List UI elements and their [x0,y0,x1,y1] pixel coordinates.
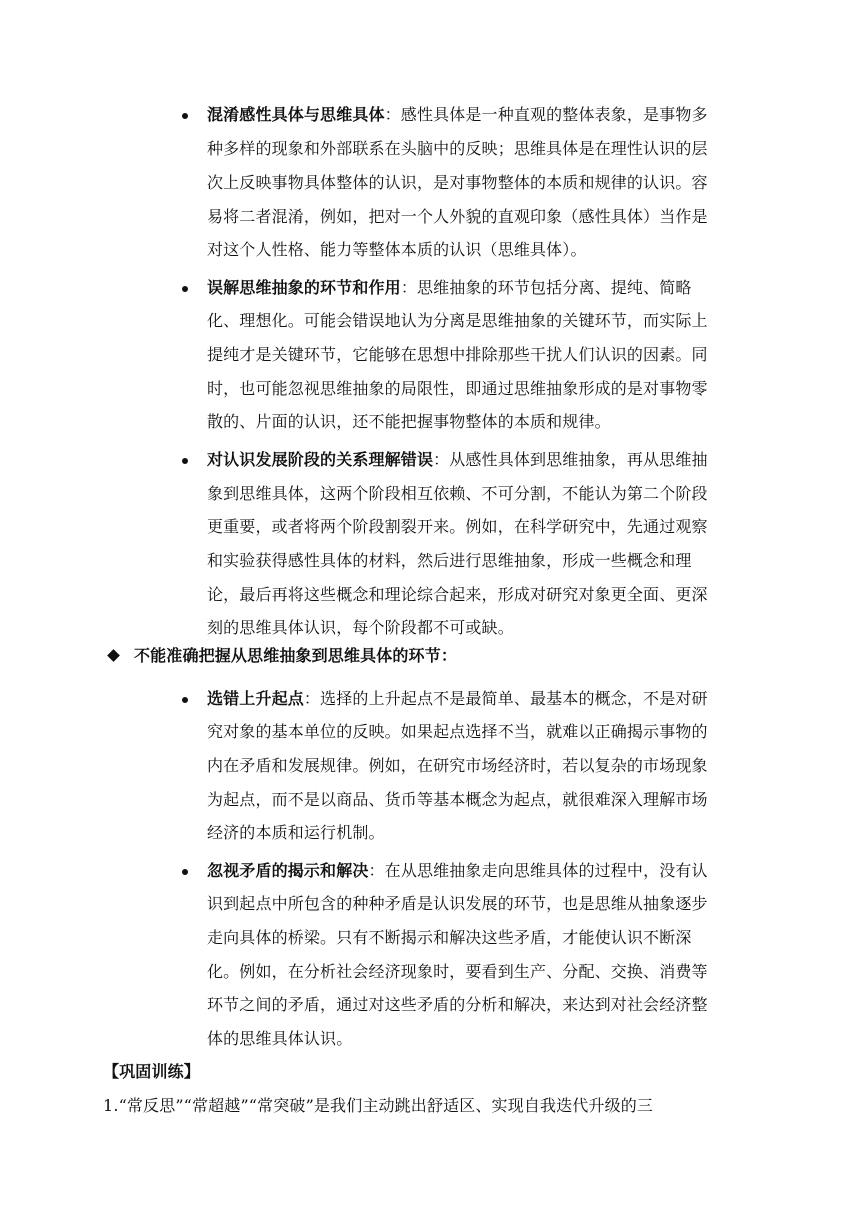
bullet-icon [182,869,188,875]
text-line: 次上反映事物具体整体的认识，是对事物整体的本质和规律的认识。容 [207,173,708,192]
text-line: 更重要，或者将两个阶段割裂开来。例如，在科学研究中，先通过观察 [207,517,708,536]
bullet-icon [182,458,188,464]
text-line [207,278,692,298]
bullet-text: ：从感性具体到思维抽象，再从思维抽 [433,450,708,469]
text-line: 提纯才是关键环节，它能够在思想中排除那些干扰人们认识的因素。同 [207,345,708,364]
text-line: 体的思维具体认识。 [207,1029,353,1048]
bullet-term: 选错上升起点 [207,689,304,708]
text-line [207,105,708,125]
text-line: 时，也可能忽视思维抽象的局限性，即通过思维抽象形成的是对事物零 [207,379,708,398]
text-line: 散的、片面的认识，还不能把握事物整体的本质和规律。 [207,412,611,431]
bullet-term: 忽视矛盾的揭示和解决 [207,861,369,880]
text-line [207,689,708,709]
text-line: 化、理想化。可能会错误地认为分离是思维抽象的关键环节，而实际上 [207,311,708,330]
bullet-term: 对认识发展阶段的关系理解错误 [207,450,434,469]
practice-heading: 【巩固训练】 [103,1062,200,1081]
text-line: 象到思维具体，这两个阶段相互依赖、不可分割，不能认为第二个阶段 [207,484,708,503]
text-line: 究对象的基本单位的反映。如果起点选择不当，就难以正确揭示事物的 [207,722,708,741]
text-line [207,450,708,470]
text-line: 经济的本质和运行机制。 [207,823,385,842]
bullet-text: ：感性具体是一种直观的整体表象，是事物多 [384,105,708,124]
bullet-text: ：在从思维抽象走向思维具体的过程中，没有认 [368,861,708,880]
text-line: 对这个人性格、能力等整体本质的认识（思维具体）。 [207,240,587,259]
text-line: 论，最后再将这些概念和理论综合起来，形成对研究对象更全面、更深 [207,585,708,604]
text-line: 环节之间的矛盾，通过对这些矛盾的分析和解决，来达到对社会经济整 [207,995,708,1014]
text-line: 内在矛盾和发展规律。例如，在研究市场经济时，若以复杂的市场现象 [207,756,708,775]
bullet-icon [182,286,188,292]
bullet-icon [182,697,188,703]
text-line: 易将二者混淆，例如，把对一个人外貌的直观印象（感性具体）当作是 [207,207,708,226]
section-heading: 不能准确把握从思维抽象到思维具体的环节： [134,646,458,665]
text-line: 和实验获得感性具体的材料，然后进行思维抽象，形成一些概念和理 [207,551,692,570]
text-line: 走向具体的桥梁。只有不断揭示和解决这些矛盾，才能使认识不断深 [207,928,692,947]
diamond-bullet-icon [107,649,120,662]
text-line: 刻的思维具体认识，每个阶段都不可或缺。 [207,618,514,637]
text-line: 为起点，而不是以商品、货币等基本概念为起点，就很难深入理解市场 [207,790,708,809]
question-text: 1.“常反思”“常超越”“常突破”是我们主动跳出舒适区、实现自我迭代升级的三 [103,1096,654,1115]
bullet-term: 混淆感性具体与思维具体 [207,105,385,124]
bullet-term: 误解思维抽象的环节和作用 [207,278,401,297]
text-line: 识到起点中所包含的种种矛盾是认识发展的环节，也是思维从抽象逐步 [207,894,708,913]
text-line: 化。例如，在分析社会经济现象时，要看到生产、分配、交换、消费等 [207,962,708,981]
text-line [207,861,708,881]
bullet-text: ：思维抽象的环节包括分离、提纯、简略 [400,278,692,297]
bullet-icon [182,113,188,119]
bullet-text: ：选择的上升起点不是最简单、最基本的概念，不是对研 [303,689,708,708]
text-line: 种多样的现象和外部联系在头脑中的反映；思维具体是在理性认识的层 [207,139,708,158]
